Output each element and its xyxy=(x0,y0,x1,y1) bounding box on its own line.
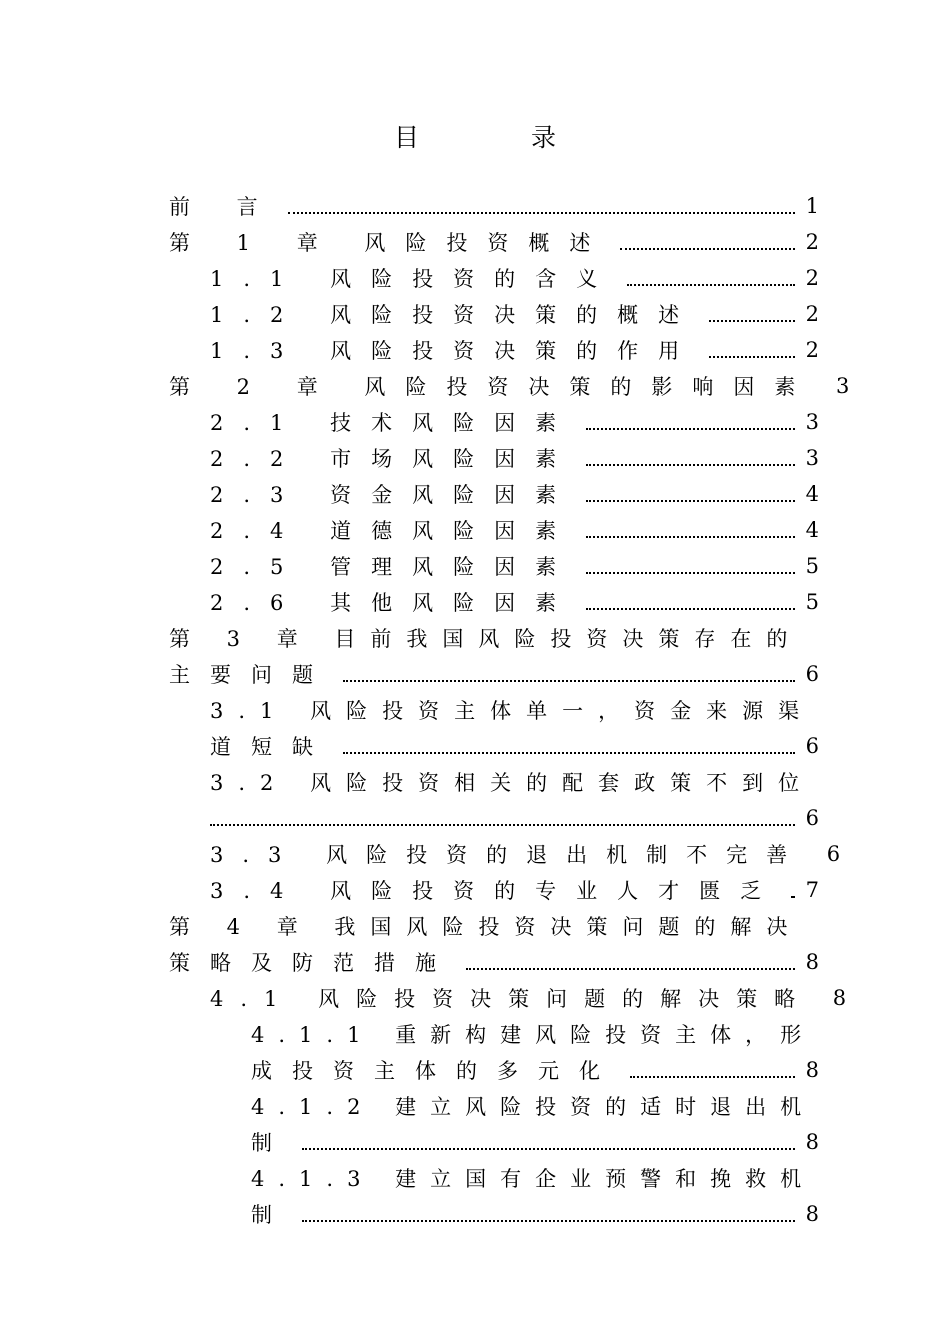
toc-page-number: 2 xyxy=(805,302,819,326)
dot-leader xyxy=(466,967,795,970)
toc-entry-label: 第 4 章 我国风险投资决策问题的解决 xyxy=(169,915,803,939)
dot-leader xyxy=(343,751,795,754)
toc-entry-label: 1.3 风险投资决策的作用 xyxy=(210,339,700,363)
dot-leader xyxy=(586,499,795,502)
toc-page-number: 8 xyxy=(805,1058,819,1082)
toc-page-number: 7 xyxy=(805,878,819,902)
toc-entry[interactable] xyxy=(169,188,819,224)
toc-entry-label: 2.2 市场风险因素 xyxy=(210,447,577,471)
toc-entry-continuation[interactable] xyxy=(169,1124,819,1160)
toc-entry-label: 4.1.1 重新构建风险投资主体，形 xyxy=(251,1023,816,1047)
toc-page-number: 3 xyxy=(805,446,819,470)
toc-entry-label: 前 言 xyxy=(169,195,278,219)
toc-page-number: 6 xyxy=(826,842,841,866)
toc-entry-label: 3.3 风险投资的退出机制不完善 xyxy=(210,843,807,867)
toc-entry[interactable] xyxy=(169,296,819,332)
dot-leader xyxy=(586,463,795,466)
toc-entry-label: 2.6 其他风险因素 xyxy=(210,591,577,615)
dot-leader xyxy=(586,607,795,610)
toc-entry-continuation[interactable] xyxy=(169,944,819,980)
toc-page-number: 4 xyxy=(805,518,819,542)
toc-entry[interactable] xyxy=(169,260,819,296)
dot-leader xyxy=(627,283,795,286)
toc-entry[interactable] xyxy=(169,440,819,476)
toc-entry[interactable] xyxy=(169,692,819,728)
toc-entry-label: 4.1.2 建立风险投资的适时退出机 xyxy=(251,1095,816,1119)
toc-entry-continuation[interactable] xyxy=(169,1052,819,1088)
toc-entry[interactable] xyxy=(169,584,819,620)
toc-entry[interactable] xyxy=(169,476,819,512)
dot-leader xyxy=(343,679,795,682)
toc-entry[interactable] xyxy=(169,872,819,908)
dot-leader xyxy=(586,535,795,538)
toc-entry-label: 2.5 管理风险因素 xyxy=(210,555,577,579)
toc-entry-label: 主要问题 xyxy=(169,663,333,687)
dot-leader xyxy=(630,1075,795,1078)
toc-entry[interactable] xyxy=(169,620,819,656)
toc-page-number: 6 xyxy=(805,734,819,758)
dot-leader xyxy=(288,211,795,214)
toc-entry-label: 第 3 章 目前我国风险投资决策存在的 xyxy=(169,627,803,651)
toc-entry[interactable] xyxy=(169,1016,819,1052)
dot-leader xyxy=(210,823,795,826)
toc-page-number: 2 xyxy=(805,266,819,290)
toc-entry-label: 制 xyxy=(251,1203,292,1227)
dot-leader xyxy=(302,1219,795,1222)
toc-entry[interactable] xyxy=(169,224,819,260)
toc-entry-label: 3.2 风险投资相关的配套政策不到位 xyxy=(210,771,815,795)
toc-page-number: 3 xyxy=(805,410,819,434)
toc-page-number: 6 xyxy=(805,806,819,830)
toc-entry-label: 制 xyxy=(251,1131,292,1155)
toc-entry[interactable] xyxy=(169,404,819,440)
toc-entry-label: 第 2 章 风险投资决策的影响因素 xyxy=(169,375,816,399)
toc-entry-label: 3.1 风险投资主体单一，资金来源渠 xyxy=(210,699,815,723)
toc-entry-label: 策略及防范措施 xyxy=(169,951,456,975)
toc-entry[interactable] xyxy=(169,764,819,800)
toc-entry-continuation[interactable] xyxy=(169,800,819,836)
dot-leader xyxy=(586,571,795,574)
toc-entry-label: 4.1.3 建立国有企业预警和挽救机 xyxy=(251,1167,816,1191)
toc-page-number: 2 xyxy=(805,338,819,362)
toc-entry-label: 道短缺 xyxy=(210,735,333,759)
toc-page-number: 8 xyxy=(805,1202,819,1226)
toc-entry-continuation[interactable] xyxy=(169,728,819,764)
toc-entry-label: 2.4 道德风险因素 xyxy=(210,519,577,543)
toc-entry-label: 2.1 技术风险因素 xyxy=(210,411,577,435)
page-title: 目 录 xyxy=(394,123,608,152)
toc-entry[interactable] xyxy=(169,368,850,404)
toc-page-number: 8 xyxy=(805,950,819,974)
toc-page-number: 8 xyxy=(805,1130,819,1154)
dot-leader xyxy=(709,355,795,358)
dot-leader xyxy=(791,895,795,898)
dot-leader xyxy=(586,427,795,430)
table-of-contents xyxy=(169,188,850,1232)
toc-entry[interactable] xyxy=(169,512,819,548)
dot-leader xyxy=(620,247,795,250)
toc-entry-label: 4.1 风险投资决策问题的解决策略 xyxy=(210,987,813,1011)
toc-entry[interactable] xyxy=(169,908,819,944)
toc-entry-label: 3.4 风险投资的专业人才匮乏 xyxy=(210,879,782,903)
toc-entry-label: 2.3 资金风险因素 xyxy=(210,483,577,507)
toc-page-number: 6 xyxy=(805,662,819,686)
toc-entry-label: 1.1 风险投资的含义 xyxy=(210,267,618,291)
toc-page-number: 2 xyxy=(805,230,819,254)
toc-page-number: 5 xyxy=(805,554,819,578)
toc-page-number: 3 xyxy=(836,374,850,398)
toc-entry[interactable] xyxy=(169,836,841,872)
toc-entry[interactable] xyxy=(169,1160,819,1196)
toc-entry-continuation[interactable] xyxy=(169,1196,819,1232)
toc-page-number: 4 xyxy=(805,482,819,506)
dot-leader xyxy=(302,1147,795,1150)
toc-page-number: 5 xyxy=(805,590,819,614)
toc-entry[interactable] xyxy=(169,980,847,1016)
toc-entry[interactable] xyxy=(169,548,819,584)
dot-leader xyxy=(709,319,795,322)
toc-entry-label: 1.2 风险投资决策的概述 xyxy=(210,303,700,327)
toc-entry[interactable] xyxy=(169,332,819,368)
toc-entry[interactable] xyxy=(169,1088,819,1124)
toc-entry-label: 第 1 章 风险投资概述 xyxy=(169,231,611,255)
toc-entry-continuation[interactable] xyxy=(169,656,819,692)
toc-entry-label: 成投资主体的多元化 xyxy=(251,1059,620,1083)
toc-page-number: 8 xyxy=(832,986,847,1010)
toc-page-number: 1 xyxy=(805,194,819,218)
